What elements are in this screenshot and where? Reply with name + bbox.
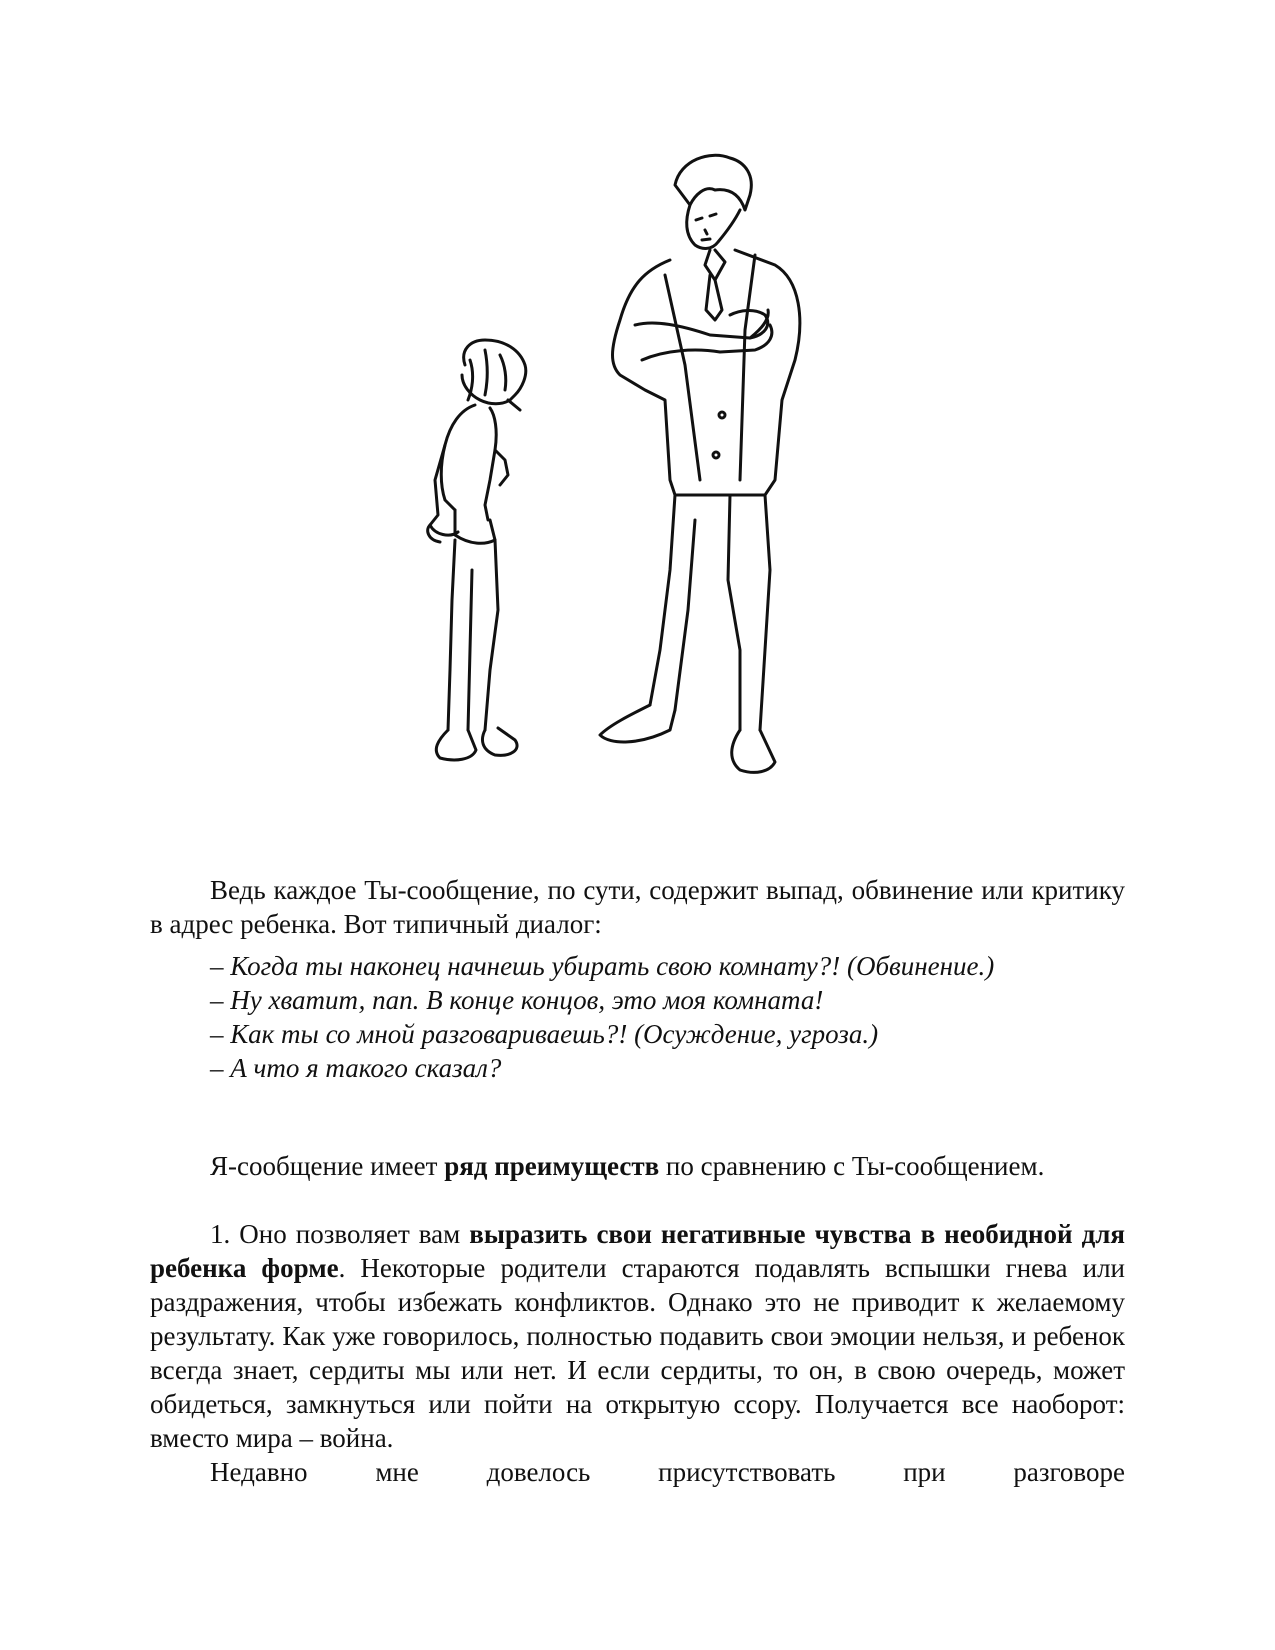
father-hair [675, 155, 751, 210]
father-and-son-illustration [410, 150, 830, 800]
dialog-line-4: – А что я такого сказал? [210, 1053, 502, 1083]
dialog-line-1: – Когда ты наконец начнешь убирать свою комнату?! (Обвинение.) [210, 951, 995, 981]
dialog-block [210, 949, 1125, 1085]
father-jacket [613, 250, 800, 495]
dialog-line-3: – Как ты со мной разговариваешь?! (Осуждение, угроза.) [210, 1019, 879, 1049]
father-head [687, 205, 740, 248]
child-shirt [441, 405, 496, 520]
paragraph-3: 1. Оно позволяет вам выразить свои негативные чувства в необидной для ребенка форме. Некоторые родители стараются подавлять вспышки гнева или раздражения, чтобы избежать конфликтов. Однако это не приводит к желаемому результату. Как уже говорилось, полностью подавить свои эмоции нельзя, и ребенок всегда знает, сердиты мы или нет. И если сердиты, то он, в свою очередь, может обидеться, замкнуться или пойти на открытую ссору. Получается все наоборот: вместо мира – война. [150, 1219, 1125, 1453]
child-pants [448, 540, 498, 730]
paragraph-1: Ведь каждое Ты-сообщение, по сути, содержит выпад, обвинение или критику в адрес ребенка. Вот типичный диалог: [150, 875, 1125, 939]
dialog-line-2: – Ну хватит, пап. В конце концов, это моя комната! [210, 985, 824, 1015]
paragraph-2: Я-сообщение имеет ряд преимуществ по сравнению с Ты-сообщением. [210, 1151, 1045, 1181]
paragraph-4: Недавно мне довелось присутствовать при разговоре [210, 1457, 1125, 1487]
